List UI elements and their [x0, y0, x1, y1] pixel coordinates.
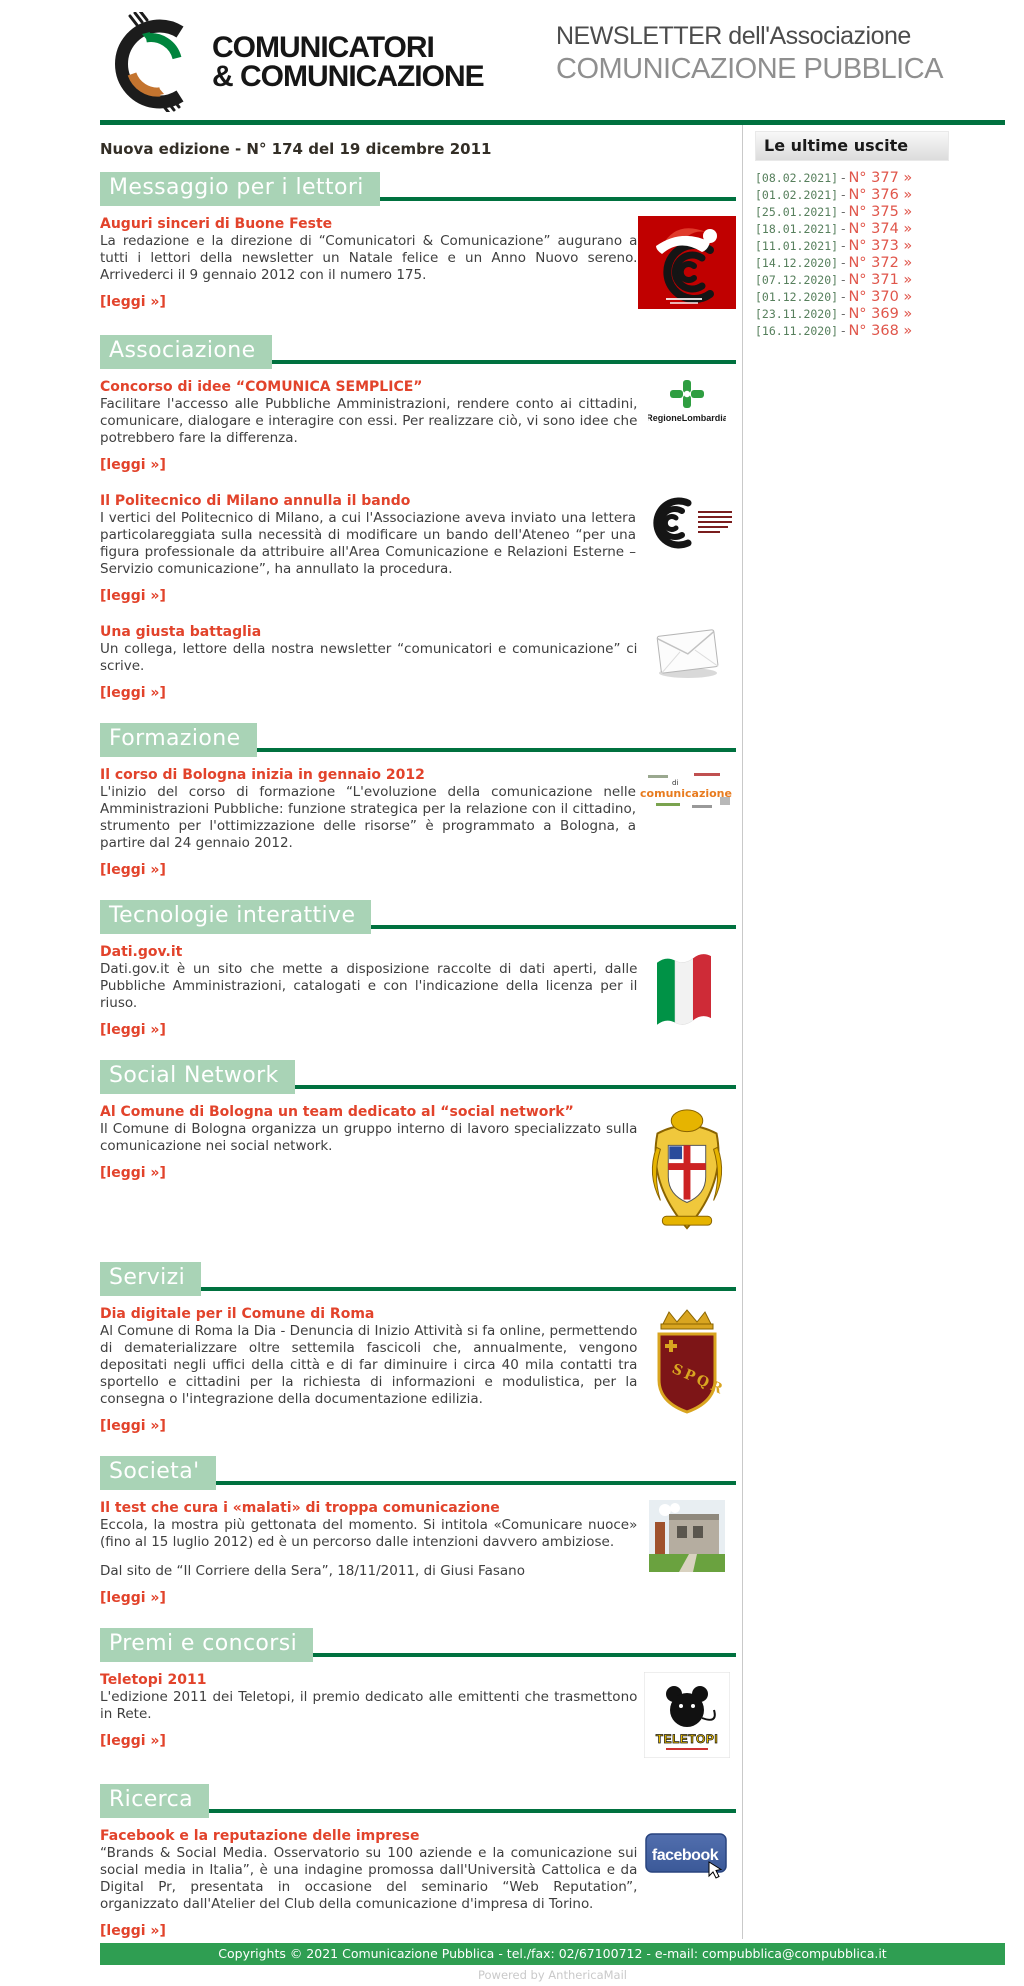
article-title-link[interactable]: Dia digitale per il Comune di Roma	[100, 1306, 375, 1322]
section-social-network	[100, 1058, 736, 1240]
issue-number-link[interactable]: N° 374 »	[848, 221, 913, 237]
section-title: Messaggio per i lettori	[100, 172, 380, 206]
issue-number-link[interactable]: N° 377 »	[848, 170, 913, 186]
section-title: Premi e concorsi	[100, 1628, 313, 1662]
separator: -	[841, 324, 846, 338]
separator: -	[841, 290, 846, 304]
italian-flag-icon	[647, 944, 727, 1032]
article-body: “Brands & Social Media. Osservatorio su 100 aziende e la comunicazione sui social media in Italia”, è una indagine promossa dall'Università Cattolica e da Digital Pr, presentata in occasione del seminario “Web Reputation”, organizzato dall'Atelier del Club della comunicazione d'impresa di Torino.	[100, 1845, 638, 1912]
article-corso-bologna	[100, 767, 736, 878]
article-body: Al Comune di Roma la Dia - Denuncia di Inizio Attività si fa online, permettendo di dematerializzare oltre settemila fascicoli che, annualmente, vengono depositati negli uffici della città e di far diminuire i circa 40 mila contatti tra sportello e cittadini per la richiesta di informazioni e modulistica, per la consegna o l'integrazione della documentazione edilizia.	[100, 1323, 638, 1407]
article-giusta-battaglia	[100, 624, 736, 701]
section-tecnologie-interattive	[100, 898, 736, 1038]
article-body: Il Comune di Bologna organizza un gruppo interno di lavoro specializzato sulla comunicazione nei social network.	[100, 1121, 638, 1154]
article-title-link[interactable]: Dati.gov.it	[100, 944, 183, 960]
logo-line-2: & COMUNICAZIONE	[212, 60, 484, 93]
article-title-link[interactable]: Il Politecnico di Milano annulla il bando	[100, 493, 411, 509]
read-more-link[interactable]: [leggi »]	[100, 1733, 166, 1749]
footer	[100, 1943, 1005, 1982]
article-body: L'inizio del corso di formazione “L'evoluzione della comunicazione nelle Amministrazioni Pubbliche: funzione strategica per la relazione con il cittadino, strumento per l'ottimizzazione delle risorse” è programmato a Bologna, a partire dal 24 gennaio 2012.	[100, 784, 636, 851]
issue-date: [08.02.2021]	[755, 171, 839, 185]
issue-link-371[interactable]	[755, 271, 1003, 288]
section-header-bar	[100, 1782, 736, 1818]
article-title-link[interactable]: Concorso di idee “COMUNICA SEMPLICE”	[100, 379, 423, 395]
section-ricerca	[100, 1782, 736, 1939]
word-cloud-icon	[636, 767, 736, 817]
header	[0, 0, 1024, 120]
issue-list	[755, 169, 1003, 339]
section-premi-e-concorsi	[100, 1626, 736, 1762]
issue-link-376[interactable]	[755, 186, 1003, 203]
issue-link-369[interactable]	[755, 305, 1003, 322]
teletopi-logo-icon	[644, 1672, 730, 1758]
section-title: Ricerca	[100, 1784, 209, 1818]
issue-date: [18.01.2021]	[755, 222, 839, 236]
issue-number-link[interactable]: N° 368 »	[848, 323, 913, 339]
issue-number-link[interactable]: N° 371 »	[848, 272, 913, 288]
envelope-icon	[651, 624, 723, 680]
sidebar	[742, 125, 1003, 1939]
issue-link-374[interactable]	[755, 220, 1003, 237]
article-body: Facilitare l'accesso alle Pubbliche Amministrazioni, rendere conto ai cittadini, comunicare, dialogare e interagire con essi. Per realizzare ciò, vi sono idee che potrebbero fare la differenza.	[100, 396, 638, 446]
edition-title: Nuova edizione - N° 174 del 19 dicembre 2011	[100, 140, 492, 158]
section-header-bar	[100, 1260, 736, 1296]
issue-date: [23.11.2020]	[755, 307, 839, 321]
read-more-link[interactable]: [leggi »]	[100, 294, 166, 310]
section-header-bar	[100, 1454, 736, 1490]
separator: -	[841, 273, 846, 287]
issue-date: [16.11.2020]	[755, 324, 839, 338]
article-image-italian-flag[interactable]	[637, 944, 736, 1036]
issue-date: [11.01.2021]	[755, 239, 839, 253]
article-teletopi	[100, 1672, 736, 1762]
article-facebook-reputazione	[100, 1828, 736, 1939]
article-body: La redazione e la direzione di “Comunicatori & Comunicazione” augurano a tutti i lettori della newsletter un Natale felice e un Anno Nuovo sereno. Arrivederci il 9 gennaio 2012 con il numero 175.	[100, 233, 638, 283]
newsletter-masthead	[556, 22, 943, 86]
article-body: Dati.gov.it è un sito che mette a disposizione raccolte di dati aperti, dalle Pubbliche Amministrazioni, catalogati e con l'indicazione della licenza per il riuso.	[100, 961, 638, 1011]
section-title: Formazione	[100, 723, 257, 757]
section-header-bar	[100, 333, 736, 369]
read-more-link[interactable]: [leggi »]	[100, 1418, 166, 1434]
issue-date: [01.02.2021]	[755, 188, 839, 202]
section-title: Associazione	[100, 335, 272, 369]
masthead-line-2: COMUNICAZIONE PUBBLICA	[556, 53, 943, 85]
issue-link-377[interactable]	[755, 169, 1003, 186]
logo-mark-icon	[104, 12, 200, 112]
section-header-bar	[100, 721, 736, 757]
separator: -	[841, 205, 846, 219]
article-auguri	[100, 216, 736, 313]
article-test-comunicazione	[100, 1500, 736, 1606]
article-image-regione-lombardia[interactable]	[637, 379, 736, 431]
section-formazione	[100, 721, 736, 878]
section-header-bar	[100, 1626, 736, 1662]
article-image-word-cloud[interactable]	[636, 767, 736, 821]
article-title-link[interactable]: Una giusta battaglia	[100, 624, 262, 640]
issue-link-370[interactable]	[755, 288, 1003, 305]
article-concorso	[100, 379, 736, 473]
article-body: Un collega, lettore della nostra newsletter “comunicatori e comunicazione” ci scrive.	[100, 641, 638, 674]
read-more-link[interactable]: [leggi »]	[100, 862, 166, 878]
issue-date: [07.12.2020]	[755, 273, 839, 287]
read-more-link[interactable]: [leggi »]	[100, 1923, 166, 1939]
article-image-facebook-logo[interactable]	[637, 1828, 736, 1886]
article-image-santa-logo[interactable]	[637, 216, 736, 313]
issue-link-375[interactable]	[755, 203, 1003, 220]
regione-lombardia-label: RegioneLombardia	[647, 413, 726, 423]
section-associazione	[100, 333, 736, 701]
roma-spqr-crest-icon	[647, 1306, 727, 1418]
article-title-link[interactable]: Auguri sinceri di Buone Feste	[100, 216, 333, 232]
section-header-bar	[100, 170, 736, 206]
separator: -	[841, 171, 846, 185]
footer-powered-by: Powered by AnthericaMail	[478, 1968, 627, 1982]
section-servizi	[100, 1260, 736, 1434]
article-source: Dal sito de “Il Corriere della Sera”, 18/11/2011, di Giusi Fasano	[100, 1563, 525, 1579]
separator: -	[841, 307, 846, 321]
footer-copyright: Copyrights © 2021 Comunicazione Pubblica - tel./fax: 02/67100712 - e-mail: compubblica@compubblica.it	[100, 1943, 1005, 1965]
article-image-comunicazione-pubblica-logo[interactable]	[636, 493, 736, 559]
read-more-link[interactable]: [leggi »]	[100, 1165, 166, 1181]
issue-link-368[interactable]	[755, 322, 1003, 339]
article-title-link[interactable]: Teletopi 2011	[100, 1672, 207, 1688]
article-bologna-team	[100, 1104, 736, 1240]
spqr-label: SPQR	[669, 1361, 727, 1399]
article-title-link[interactable]: Al Comune di Bologna un team dedicato al “social network”	[100, 1104, 574, 1120]
article-image-teletopi-logo[interactable]	[637, 1672, 736, 1762]
article-politecnico	[100, 493, 736, 604]
issue-link-373[interactable]	[755, 237, 1003, 254]
section-header-bar	[100, 898, 736, 934]
santa-hat-logo-icon	[638, 216, 736, 309]
article-image-roma-crest[interactable]	[637, 1306, 736, 1422]
sidebar-title: Le ultime uscite	[755, 131, 949, 161]
issue-number-link[interactable]: N° 375 »	[848, 204, 913, 220]
association-logo[interactable]	[104, 12, 484, 112]
separator: -	[841, 188, 846, 202]
logo-line-1: COMUNICATORI	[212, 31, 434, 64]
issue-date: [01.12.2020]	[755, 290, 839, 304]
article-title-link[interactable]: Facebook e la reputazione delle imprese	[100, 1828, 420, 1844]
read-more-link[interactable]: [leggi »]	[100, 1022, 166, 1038]
separator: -	[841, 222, 846, 236]
logo-wordmark	[212, 33, 484, 91]
issue-number-link[interactable]: N° 376 »	[848, 187, 913, 203]
issue-link-372[interactable]	[755, 254, 1003, 271]
section-societa	[100, 1454, 736, 1606]
article-body: L'edizione 2011 dei Teletopi, il premio dedicato alle emittenti che trasmettono in Rete.	[100, 1689, 638, 1722]
facebook-label: facebook	[651, 1847, 718, 1864]
masthead-line-1: NEWSLETTER dell'Associazione	[556, 22, 911, 50]
section-title: Servizi	[100, 1262, 201, 1296]
word-cloud-main-word: comunicazione	[640, 787, 732, 800]
main-column	[100, 125, 736, 1939]
regione-lombardia-logo-icon	[648, 379, 726, 427]
read-more-link[interactable]: [leggi »]	[100, 1590, 166, 1606]
section-title: Social Network	[100, 1060, 295, 1094]
article-body: Eccola, la mostra più gettonata del momento. Si intitola «Comunicare nuoce» (fino al 15 luglio 2012) ed è un percorso dalle intenzioni davvero ambiziose.	[100, 1517, 638, 1550]
issue-date: [14.12.2020]	[755, 256, 839, 270]
article-title-link[interactable]: Il corso di Bologna inizia in gennaio 2012	[100, 767, 425, 783]
read-more-link[interactable]: [leggi »]	[100, 457, 166, 473]
exhibition-photo	[649, 1500, 725, 1572]
bologna-coat-of-arms-icon	[644, 1104, 730, 1236]
section-header-bar	[100, 1058, 736, 1094]
article-dia-digitale	[100, 1306, 736, 1434]
article-title-link[interactable]: Il test che cura i «malati» di troppa comunicazione	[100, 1500, 500, 1516]
section-messaggio-per-i-lettori	[100, 170, 736, 313]
issue-number-link[interactable]: N° 373 »	[848, 238, 913, 254]
facebook-logo-icon	[643, 1828, 731, 1882]
section-title: Societa'	[100, 1456, 216, 1490]
issue-number-link[interactable]: N° 369 »	[848, 306, 913, 322]
separator: -	[841, 239, 846, 253]
comunicazione-pubblica-logo-icon	[636, 493, 736, 555]
word-cloud-small-word: di	[672, 779, 679, 787]
article-body: I vertici del Politecnico di Milano, a cui l'Associazione aveva inviato una lettera particolareggiata sulla necessità di modificare un bando dell'Ateneo “per una figura professionale da attribuire all'Area Comunicazione e Relazioni Esterne – Servizio comunicazione”, ha annullato la procedura.	[100, 510, 636, 577]
teletopi-label: TELETOPI	[655, 1732, 718, 1746]
article-dati-gov	[100, 944, 736, 1038]
read-more-link[interactable]: [leggi »]	[100, 588, 166, 604]
separator: -	[841, 256, 846, 270]
issue-number-link[interactable]: N° 370 »	[848, 289, 913, 305]
issue-date: [25.01.2021]	[755, 205, 839, 219]
read-more-link[interactable]: [leggi »]	[100, 685, 166, 701]
issue-number-link[interactable]: N° 372 »	[848, 255, 913, 271]
content-columns	[100, 125, 1005, 1939]
article-image-envelope[interactable]	[637, 624, 736, 684]
section-title: Tecnologie interattive	[100, 900, 371, 934]
article-image-exhibition-photo[interactable]	[637, 1500, 736, 1576]
article-image-bologna-crest[interactable]	[637, 1104, 736, 1240]
